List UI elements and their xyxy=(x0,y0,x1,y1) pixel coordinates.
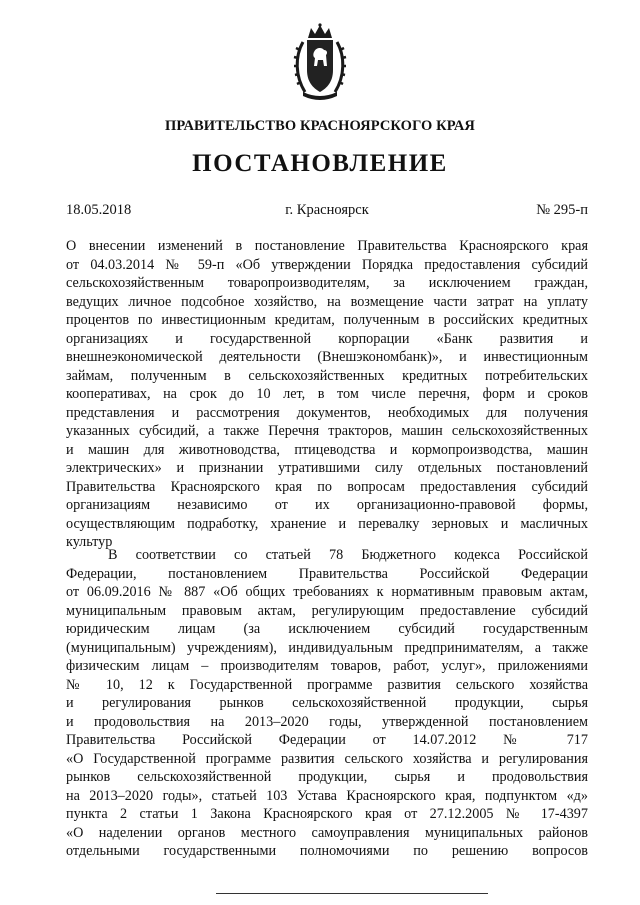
body-line: от 06.09.2016 № 887 «Об общих требованиях к нормативным правовым актам, xyxy=(66,584,588,600)
subject-line: осуществляющим подработку, хранение и перевалку зерновых и масличных xyxy=(66,515,588,532)
subject-line: ведущих личное подсобное хозяйство, на возмещение части затрат на уплату xyxy=(66,293,588,310)
body-line: и регулирования рынков сельскохозяйственной продукции, сырья xyxy=(66,695,588,711)
subject-line: организациях и государственной корпорации «Банк развития и xyxy=(66,330,588,347)
government-name: ПРАВИТЕЛЬСТВО КРАСНОЯРСКОГО КРАЯ xyxy=(164,118,475,134)
body-line: и продовольствия на 2013–2020 годы, утвержденной постановлением xyxy=(66,713,588,730)
subject-line: сельскохозяйственным товаропроизводителям, за исключением граждан, xyxy=(66,275,588,291)
subject-line: кооперативах, на срок до 10 лет, в том числе перечня, форм и сроков xyxy=(66,386,588,402)
body-line: Федерации, постановлением Правительства Российской Федерации xyxy=(66,565,588,582)
subject-line: процентов по инвестиционным кредитам, полученным в российских кредитных xyxy=(66,312,588,328)
subject-line: электрических» и признании утратившими силу отдельных постановлений xyxy=(66,460,588,476)
body-line: № 10, 12 к Государственной программе развития сельского хозяйства xyxy=(66,676,588,693)
body-line: рынков сельскохозяйственной продукции, сырья и продовольствия xyxy=(66,769,588,785)
document-number: № 295-п xyxy=(536,202,588,218)
page-bottom-divider xyxy=(216,893,488,894)
subject-line: и машин для животноводства, птицеводства и кормопроизводства, машин xyxy=(66,441,588,458)
body-line: юридическим лицам (за исключением субсидий государственным xyxy=(66,621,588,637)
body-line: муниципальным правовым актам, регулирующим предоставление субсидий xyxy=(66,602,588,619)
document-subject xyxy=(66,237,588,552)
body-line: физическим лицам – производителям товаров, работ, услуг», приложениями xyxy=(66,658,588,674)
subject-line: организациям независимо от их организационно-правовой формы, xyxy=(66,497,588,513)
document-meta xyxy=(66,202,588,222)
body-line: «О Государственной программе развития сельского хозяйства и регулирования xyxy=(66,750,588,767)
body-line: пункта 2 статьи 1 Закона Красноярского края от 27.12.2005 № 17-4397 xyxy=(66,806,588,822)
body-line: Правительства Российской Федерации от 14.07.2012 № 717 xyxy=(66,732,588,748)
document-title: ПОСТАНОВЛЕНИЕ xyxy=(192,150,448,177)
body-line: отдельными государственными полномочиями по решению вопросов xyxy=(66,843,588,859)
subject-line: займам, полученным в сельскохозяйственных кредитных потребительских xyxy=(66,367,588,384)
body-line: на 2013–2020 годы», статьей 103 Устава Красноярского края, подпунктом «д» xyxy=(66,787,588,804)
body-line: В соответствии со статьей 78 Бюджетного кодекса Российской xyxy=(108,547,588,563)
subject-line: от 04.03.2014 № 59-п «Об утверждении Порядка предоставления субсидий xyxy=(66,256,588,273)
document-date: 18.05.2018 xyxy=(66,202,132,218)
subject-line: внешнеэкономической деятельности (Внешэкономбанк)», и инвестиционным xyxy=(66,349,588,365)
subject-line: представления и рассмотрения документов, необходимых для получения xyxy=(66,404,588,421)
body-line: (муниципальным) учреждениям), индивидуальным предпринимателям, а также xyxy=(66,639,588,656)
subject-line: культур xyxy=(66,534,113,550)
subject-line: Правительства Красноярского края по вопросам предоставления субсидий xyxy=(66,478,588,495)
document-city: г. Красноярск xyxy=(285,202,369,218)
document-body xyxy=(66,546,588,861)
coat-of-arms-icon xyxy=(291,22,349,102)
subject-line: О внесении изменений в постановление Правительства Красноярского края xyxy=(66,238,588,254)
subject-line: указанных субсидий, а также Перечня тракторов, машин сельскохозяйственных xyxy=(66,423,588,439)
body-line: «О наделении органов местного самоуправления муниципальных районов xyxy=(66,824,588,841)
